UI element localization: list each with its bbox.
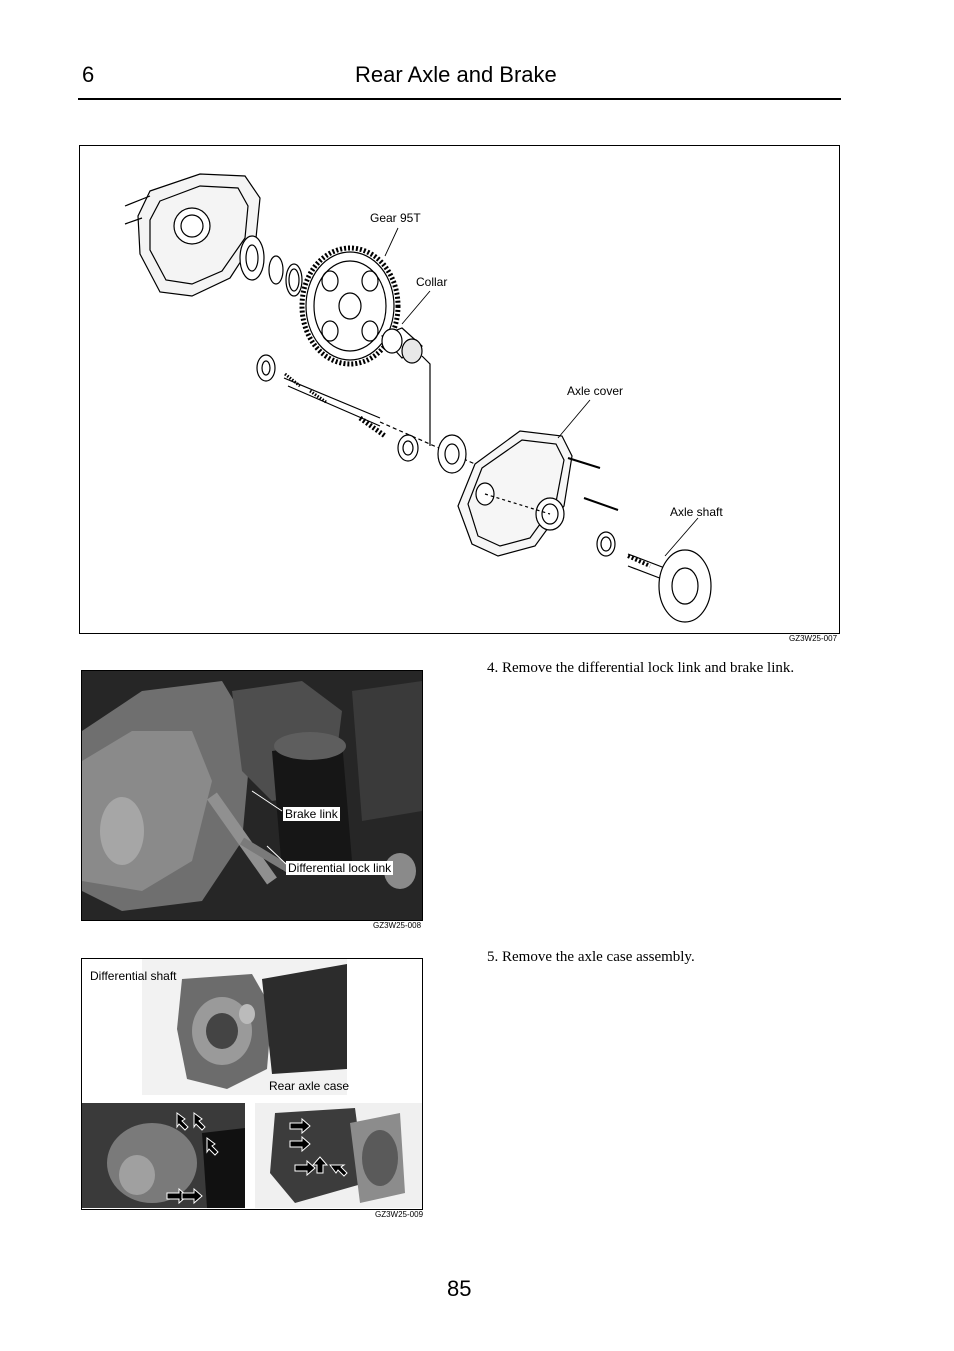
label-brake-link: Brake link (285, 807, 338, 821)
page-number: 85 (447, 1276, 472, 1301)
bolts-left-photo (82, 1103, 245, 1208)
exploded-diagram (80, 146, 839, 633)
label-gear-95t: Gear 95T (370, 211, 421, 225)
label-axle-cover: Axle cover (567, 384, 624, 398)
step-4-text: 4. Remove the differential lock link and brake link. (487, 660, 795, 676)
chapter-title: Rear Axle and Brake (355, 62, 557, 87)
axle-case-figure (81, 958, 423, 1210)
bolts-right-photo (255, 1103, 422, 1208)
figure2-code: GZ3W25-008 (373, 921, 422, 930)
exploded-diagram-figure (79, 145, 840, 634)
chapter-number: 6 (82, 62, 95, 87)
brake-link-photo (81, 670, 423, 921)
label-differential-lock-link: Differential lock link (288, 861, 392, 875)
header-rule (78, 98, 841, 100)
step-5-text: 5. Remove the axle case assembly. (487, 949, 695, 965)
label-differential-shaft: Differential shaft (90, 969, 177, 983)
figure1-code: GZ3W25-007 (789, 634, 838, 643)
label-rear-axle-case: Rear axle case (269, 1079, 350, 1093)
label-collar: Collar (416, 275, 448, 289)
label-axle-shaft: Axle shaft (670, 505, 723, 519)
figure3-code: GZ3W25-009 (375, 1210, 424, 1219)
